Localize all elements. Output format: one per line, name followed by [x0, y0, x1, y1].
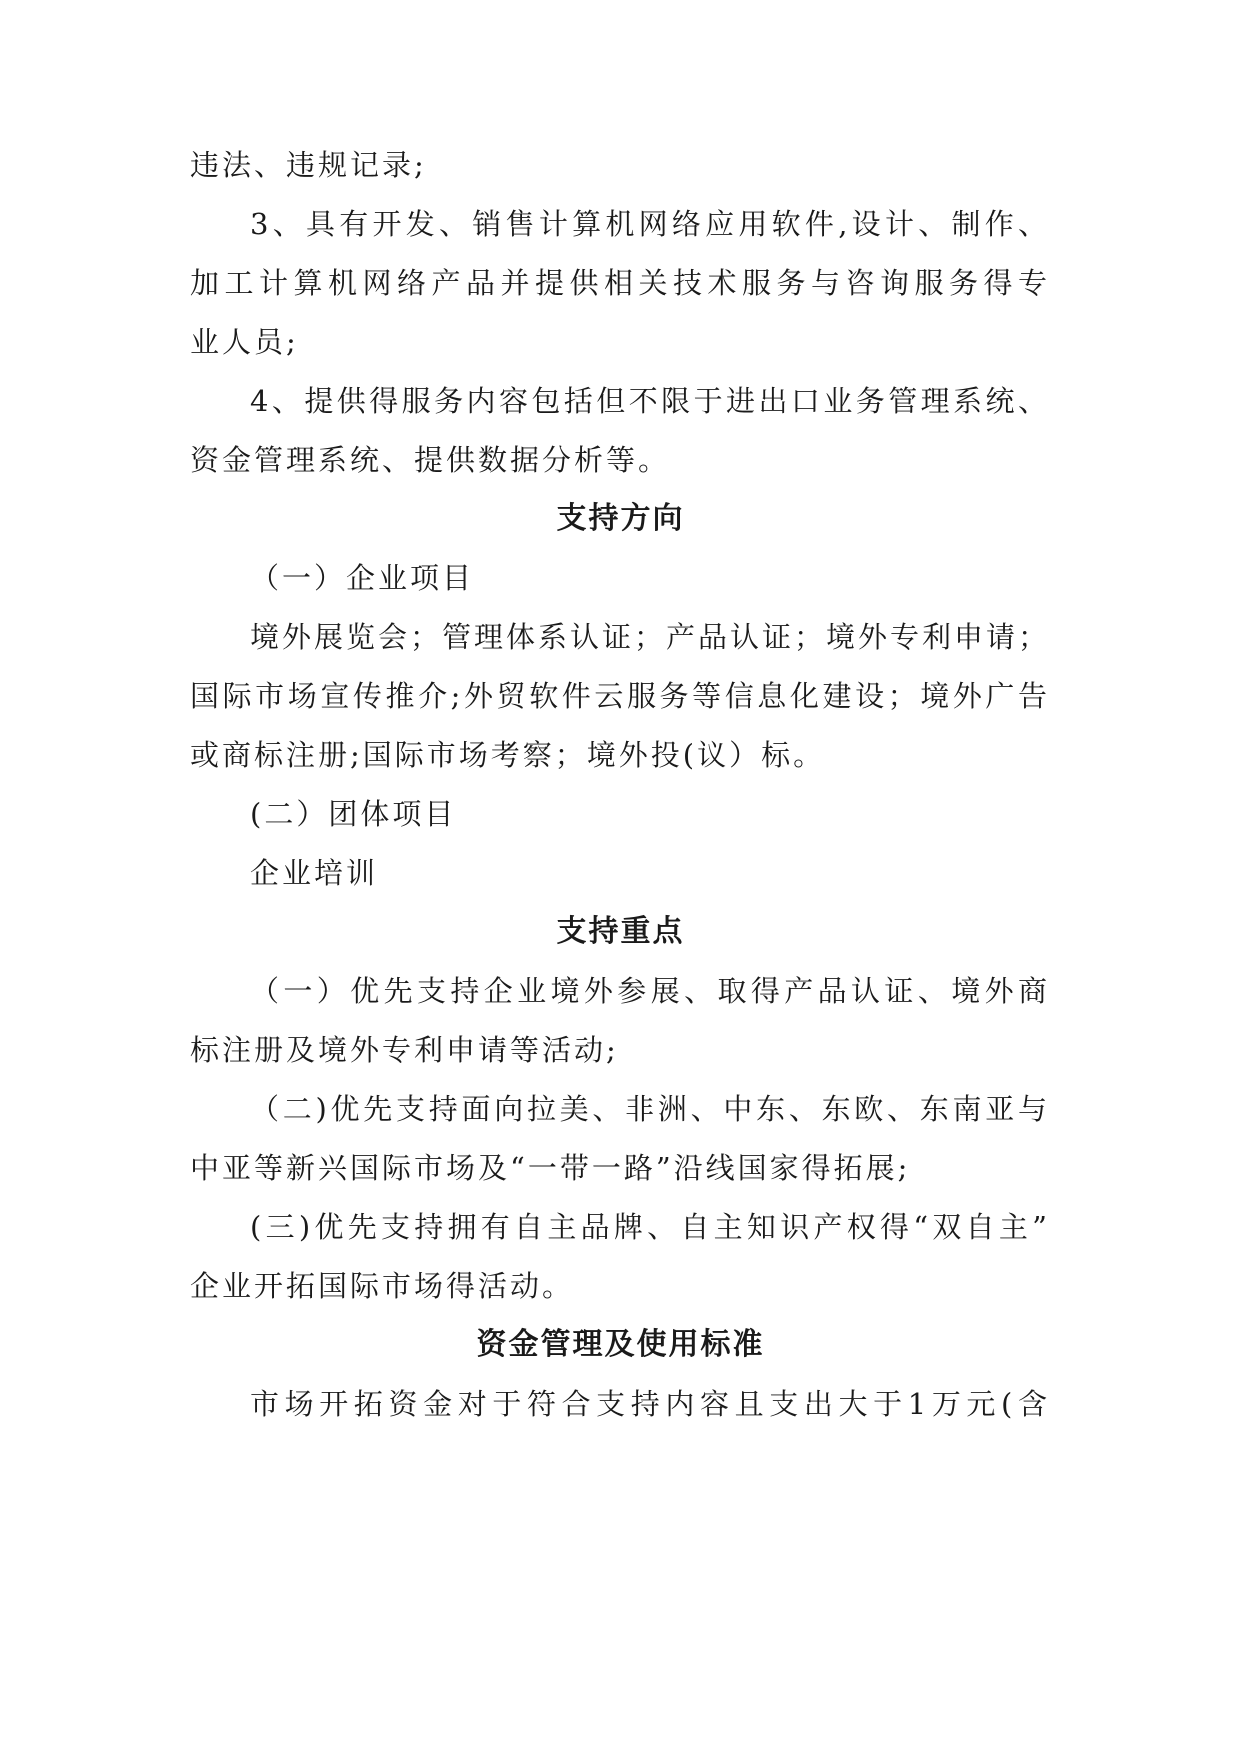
paragraph-line: 违法、违规记录;	[190, 148, 427, 182]
paragraph-line: 业人员;	[190, 325, 299, 359]
paragraph-line: 资金管理系统、提供数据分析等。	[190, 443, 671, 477]
paragraph-line: 加工计算机网络产品并提供相关技术服务与咨询服务得专	[190, 266, 1050, 300]
section-heading: 支持方向	[556, 501, 685, 536]
paragraph-line: 4、提供得服务内容包括但不限于进出口业务管理系统、	[250, 384, 1050, 418]
section-heading: 支持重点	[556, 914, 685, 949]
paragraph-line: （一）优先支持企业境外参展、取得产品认证、境外商	[250, 974, 1050, 1008]
subsection-label: (二）团体项目	[250, 797, 457, 831]
paragraph-line: 或商标注册;国际市场考察；境外投(议）标。	[190, 738, 826, 772]
section-heading: 资金管理及使用标准	[476, 1327, 765, 1362]
paragraph-line: 中亚等新兴国际市场及“一带一路”沿线国家得拓展;	[190, 1151, 911, 1185]
paragraph-line: (三)优先支持拥有自主品牌、自主知识产权得“双自主”	[250, 1210, 1050, 1244]
paragraph-line: 标注册及境外专利申请等活动;	[190, 1033, 619, 1067]
paragraph-line: 企业培训	[250, 856, 379, 890]
subsection-label: （一）企业项目	[250, 561, 475, 595]
paragraph-line: 企业开拓国际市场得活动。	[190, 1269, 575, 1303]
paragraph-line: 3、具有开发、销售计算机网络应用软件,设计、制作、	[250, 207, 1050, 241]
paragraph-line: 境外展览会；管理体系认证；产品认证；境外专利申请；	[250, 620, 1051, 654]
paragraph-line: （二)优先支持面向拉美、非洲、中东、东欧、东南亚与	[250, 1092, 1050, 1126]
paragraph-line: 国际市场宣传推介;外贸软件云服务等信息化建设；境外广告	[190, 679, 1050, 713]
paragraph-line: 市场开拓资金对于符合支持内容且支出大于1万元(含	[250, 1387, 1050, 1421]
